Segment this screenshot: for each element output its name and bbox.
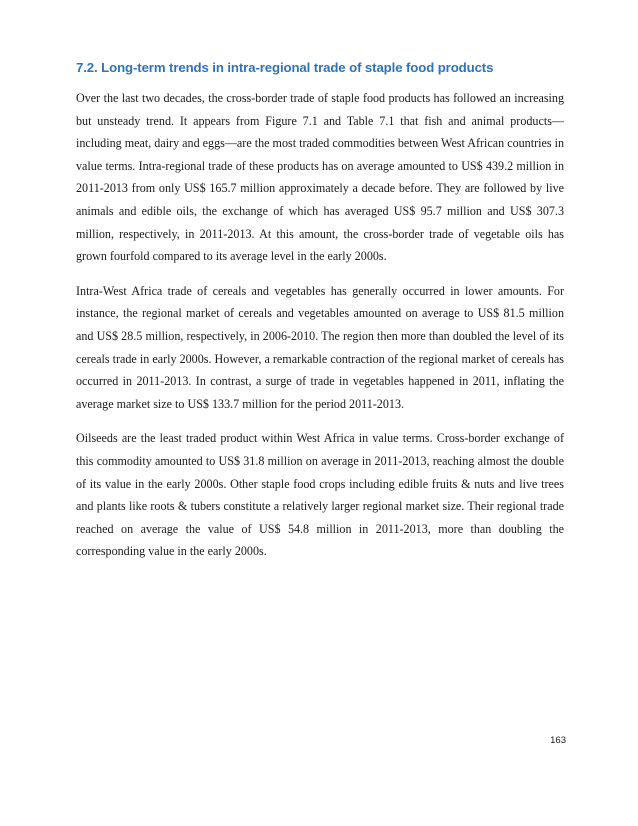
section-heading: 7.2. Long-term trends in intra-regional trade of staple food products [76, 60, 494, 75]
paragraph-cereals-vegetables: Intra-West Africa trade of cereals and vegetables has generally occurred in lower amounts. For instance, the regional market of cereals and vegetables amounted on average to US$ 81.5 million and US$ 28.5 million, respectively, in 2006-2010. The region then more than doubled the level of its cereals trade in early 2000s. However, a remarkable contraction of the regional market of cereals has occurred in 2011-2013. In contrast, a surge of trade in vegetables happened in 2011, inflating the average market size to US$ 133.7 million for the period 2011-2013. [76, 283, 564, 411]
document-page [76, 60, 564, 575]
page-number: 163 [550, 735, 566, 746]
paragraph-fish-animal-products: Over the last two decades, the cross-border trade of staple food products has followed an increasing but unsteady trend. It appears from Figure 7.1 and Table 7.1 that fish and animal products—including meat, dairy and eggs—are the most traded commodities between West African countries in value terms. Intra-regional trade of these products has on average amounted to US$ 439.2 million in 2011-2013 from only US$ 165.7 million approximately a decade before. They are followed by live animals and edible oils, the exchange of which has averaged US$ 95.7 million and US$ 307.3 million, respectively, in 2011-2013. At this amount, the cross-border trade of vegetable oils has grown fourfold compared to its average level in the early 2000s. [76, 91, 564, 264]
paragraph-oilseeds: Oilseeds are the least traded product within West Africa in value terms. Cross-border exchange of this commodity amounted to US$ 31.8 million on average in 2011-2013, reaching almost the double of its value in the early 2000s. Other staple food crops including edible fruits & nuts and live trees and plants like roots & tubers constitute a relatively larger regional market size. Their regional trade reached on average the value of US$ 54.8 million in 2011-2013, more than doubling the corresponding value in the early 2000s. [76, 431, 564, 559]
